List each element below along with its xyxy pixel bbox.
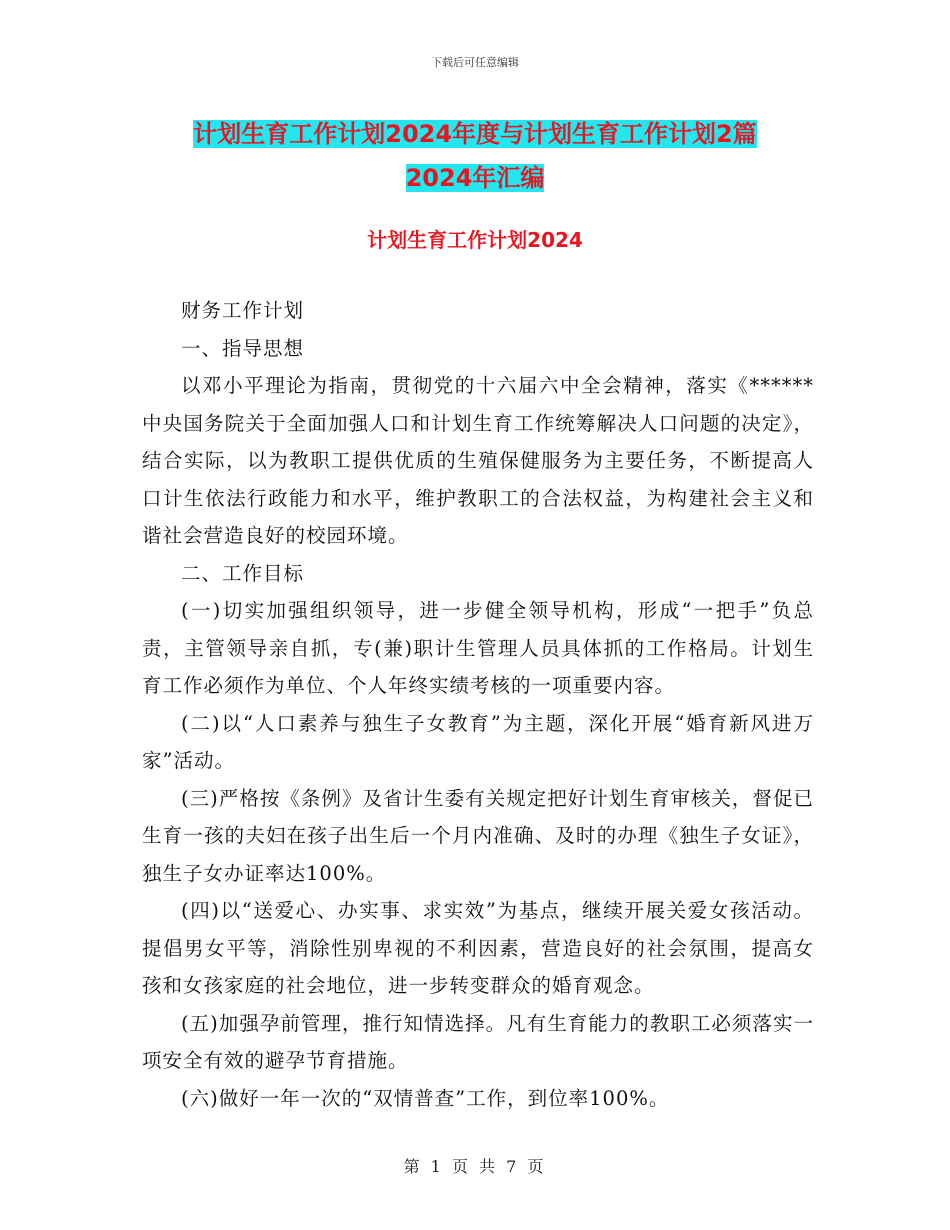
title-line-1: 计划生育工作计划2024年度与计划生育工作计划2篇: [193, 120, 757, 148]
title-line-2: 2024年汇编: [405, 164, 545, 192]
paragraph: (三)严格按《条例》及省计生委有关规定把好计划生育审核关，督促已生育一孩的夫妇在孩子出生后一个月内准确、及时的办理《独生子女证》，独生子女办证率达100%。: [142, 786, 814, 885]
section-title: 计划生育工作计划2024: [367, 228, 583, 252]
paragraph: 以邓小平理论为指南，贯彻党的十六届六中全会精神，落实《******中央国务院关于全面加强人口和计划生育工作统筹解决人口问题的决定》，结合实际，以为教职工提供优质的生殖保健服务为主要任务，不断提高人口计生依法行政能力和水平，维护教职工的合法权益，为构建社会主义和谐社会营造良好的校园环境。: [142, 374, 814, 547]
paragraph: (二)以“人口素养与独生子女教育”为主题，深化开展“婚育新风进万家”活动。: [142, 711, 814, 772]
paragraph: (五)加强孕前管理，推行知情选择。凡有生育能力的教职工必须落实一项安全有效的避孕节育措施。: [142, 1011, 814, 1072]
document-body: [142, 292, 814, 1117]
paragraph: 财务工作计划: [181, 299, 305, 322]
paragraph: (六)做好一年一次的“双情普查”工作，到位率100%。: [181, 1086, 670, 1110]
header-note: 下载后可任意编辑: [431, 56, 519, 69]
paragraph: 二、工作目标: [181, 561, 305, 585]
paragraph: (四)以“送爱心、办实事、求实效”为基点，继续开展关爱女孩活动。提倡男女平等，消除性别卑视的不利因素，营造良好的社会氛围，提高女孩和女孩家庭的社会地位，进一步转变群众的婚育观念。: [142, 899, 814, 997]
paragraph: (一)切实加强组织领导，进一步健全领导机构，形成“一把手”负总责，主管领导亲自抓，专(兼)职计生管理人员具体抓的工作格局。计划生育工作必须作为单位、个人年终实绩考核的一项重要内容。: [142, 599, 814, 697]
page-footer: 第 1 页 共 7 页: [403, 1157, 547, 1176]
document-title: [140, 112, 810, 200]
paragraph: 一、指导思想: [181, 336, 305, 360]
